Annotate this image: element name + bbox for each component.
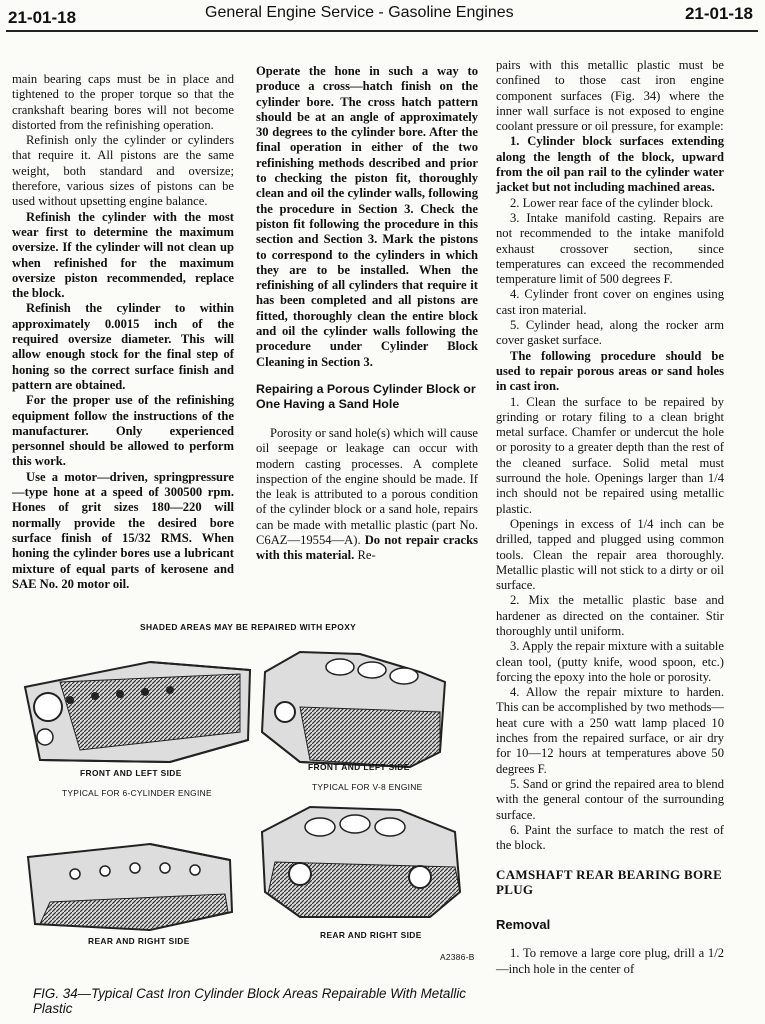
paragraph: Operate the hone in such a way to produce a cross—hatch finish on the cylinder bore. The cross hatch pattern should be at an angle of approximately 30 degrees to the cylinder bore. After the final operation in either of the two refinishing methods described and prior to checking the piston fit, thoroughly clean and oil the cylinder walls, following the procedure in Section 3. Check the piston fit following the procedure in this section and Section 3. Mark the pistons to correspond to the cylinders in which they are to be installed. When the refinishing of all cylinders that require it has been completed and all pistons are fitted, thoroughly clean the entire block and oil the cylinder walls following the procedure under Cylinder Block Cleaning in Section 3. <box>256 64 478 369</box>
paragraph: Refinish the cylinder with the most wear first to determine the maximum oversize. If the cylinder will not clean up when refinished for the maximum oversize piston recommended, replace the block. <box>12 209 234 301</box>
paragraph: main bearing caps must be in place and tightened to the proper torque so that the crankshaft bearing bores will not become distorted from the refinishing operation. <box>12 72 234 132</box>
list-item: 4. Cylinder front cover on engines using cast iron material. <box>496 287 724 317</box>
paragraph: Refinish only the cylinder or cylinders that require it. All pistons are the same weight, both standard and oversize; therefore, various sizes of pistons can be used without upsetting engine balance. <box>12 133 234 209</box>
list-item: 4. Allow the repair mixture to harden. This can be accomplished by two methods—heat cure with a 250 watt lamp placed 10 inches from the repaired surface, or air dry for 10—12 hours at temperatures above 50 degrees F. <box>496 685 724 776</box>
column-3 <box>496 58 724 977</box>
paragraph: Use a motor—driven, springpressure—type hone at a speed of 300500 rpm. Hones of grit sizes 180—220 will normally provide the desired bore surface finish of 15/32 RMS. When honing the cylinder bores use a lubricant mixture of equal parts of kerosene and SAE No. 20 motor oil. <box>12 469 234 591</box>
v8-rear-right-illustration <box>262 807 460 917</box>
label-a: FRONT AND LEFT SIDE <box>80 768 182 778</box>
page-header <box>0 0 765 40</box>
paragraph-tail: Re- <box>357 548 376 563</box>
subsection-heading: Removal <box>496 917 551 933</box>
figure-code: A2386-B <box>440 952 475 962</box>
column-2 <box>256 64 478 564</box>
figure-top-label: SHADED AREAS MAY BE REPAIRED WITH EPOXY <box>140 622 357 632</box>
list-item: 1. Clean the surface to be repaired by grinding or rotary filing to a clean bright metal surface. Chamfer or undercut the hole or porosity to a greater depth than the rest of the cleaned surface. Solid metal must surround the hole. Openings larger than 1/4 inch should not be repaired using metallic plastic. <box>496 394 724 516</box>
paragraph <box>256 426 478 564</box>
label-c: REAR AND RIGHT SIDE <box>88 936 190 946</box>
v8-front-left-illustration <box>262 652 445 767</box>
list-item: 2. Lower rear face of the cylinder block. <box>510 195 714 210</box>
list-item: 5. Sand or grind the repaired area to blend with the general contour of the surrounding surface. <box>496 776 724 822</box>
list-item: 6. Paint the surface to match the rest of the block. <box>496 822 724 853</box>
list-item: 3. Intake manifold casting. Repairs are not recommended to the intake manifold exhaust crossover section, since temperatures can exceed the recommended temperature limit of 500 degrees F. <box>496 210 724 287</box>
paragraph: The following procedure should be used to repair porous areas or sand holes in cast iron. <box>496 348 724 394</box>
section-heading: Repairing a Porous Cylinder Block or One Having a Sand Hole <box>256 381 476 411</box>
six-cylinder-front-left-illustration <box>25 662 250 762</box>
paragraph-text: Porosity or sand hole(s) which will cause oil seepage or leakage can occur with modern casting processes. A complete inspection of the engine should be made. If the leak is attributed to a porous condition of the cylinder block or a sand hole, repairs can be made with metallic plastic (part No. C6AZ—19554—A). <box>256 425 478 548</box>
label-b-sub: TYPICAL FOR V-8 ENGINE <box>312 782 423 792</box>
header-rule <box>6 30 758 32</box>
figure-number: FIG. 34— <box>33 986 92 1001</box>
list-item: 3. Apply the repair mixture with a suitable clean tool, (putty knife, wood spoon, etc.) forcing the epoxy into the hole or porosity. <box>496 639 724 684</box>
running-title: General Engine Service - Gasoline Engines <box>205 4 514 21</box>
six-cylinder-rear-right-illustration <box>28 844 232 930</box>
paragraph: 1. To remove a large core plug, drill a 1/2—inch hole in the center of <box>496 946 724 976</box>
figure-caption-text: Typical Cast Iron Cylinder Block Areas Repairable With Metallic Plastic <box>33 986 466 1016</box>
list-item: 1. Cylinder block surfaces extending along the length of the block, upward from the oil pan rail to the cylinder water jacket but not including machined areas. <box>496 134 724 195</box>
page-number-right: 21-01-18 <box>684 4 753 23</box>
label-d: REAR AND RIGHT SIDE <box>320 930 422 940</box>
column-1 <box>12 72 234 592</box>
paragraph: Refinish the cylinder to within approximately 0.0015 inch of the required oversize diameter. This will allow enough stock for the final step of honing so the correct surface finish and pattern are obtained. <box>12 301 234 392</box>
page-number-left: 21-01-18 <box>8 8 77 27</box>
paragraph: For the proper use of the refinishing equipment follow the instructions of the manufacturer. Only experienced personnel should be allowed to perform this work. <box>12 393 234 469</box>
list-item: Openings in excess of 1/4 inch can be drilled, tapped and plugged using common tools. Clean the repair area thoroughly. Metallic plastic will not stick to a dirty or oil surface. <box>496 516 724 593</box>
section-heading: CAMSHAFT REAR BEARING BORE PLUG <box>496 867 723 898</box>
list-item: 5. Cylinder head, along the rocker arm cover gasket surface. <box>496 318 724 348</box>
engine-block-illustrations <box>0 612 500 1024</box>
label-b: FRONT AND LEFT SIDE <box>308 762 410 772</box>
warning-text: Do not repair cracks with this material. <box>256 533 478 563</box>
list-item: 2. Mix the metallic plastic base and hardener as directed on the container. Stir thoroughly until uniform. <box>496 593 724 638</box>
paragraph: pairs with this metallic plastic must be confined to those cast iron engine component surfaces (Fig. 34) where the inner wall surface is not exposed to engine coolant pressure or oil pressure, for example: <box>496 58 724 134</box>
figure-caption <box>33 986 483 1016</box>
figure-34 <box>0 612 500 1024</box>
label-a-sub: TYPICAL FOR 6-CYLINDER ENGINE <box>62 788 212 798</box>
